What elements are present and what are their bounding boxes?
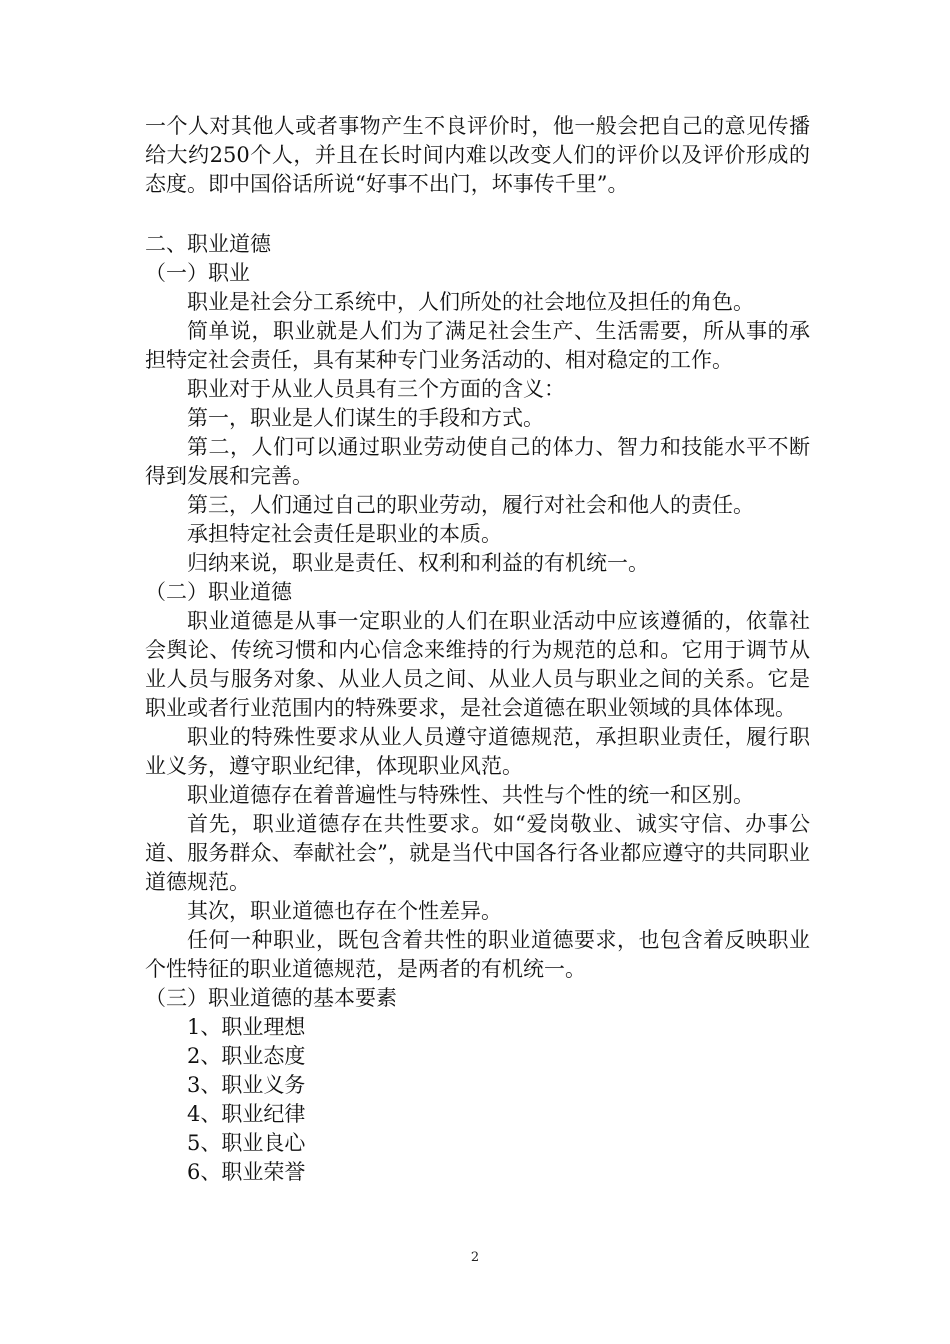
section-heading: 二、职业道德: [145, 232, 271, 256]
paragraph: 第一，职业是人们谋生的手段和方式。: [187, 406, 544, 430]
document-body: [145, 112, 810, 1187]
subsection-heading-3: （三）职业道德的基本要素: [145, 986, 397, 1010]
subsection-heading-1: （一）职业: [145, 261, 250, 285]
page-number: 2: [470, 1250, 480, 1265]
paragraph: 职业对于从业人员具有三个方面的含义：: [187, 377, 565, 401]
paragraph: 任何一种职业，既包含着共性的职业道德要求，也包含着反映职业个性特征的职业道德规范，是两者的有机统一。: [145, 928, 810, 981]
paragraph: 归纳来说，职业是责任、权利和利益的有机统一。: [187, 551, 649, 575]
subsection-heading-2: （二）职业道德: [145, 580, 292, 604]
paragraph: 承担特定社会责任是职业的本质。: [187, 522, 502, 546]
list-item: 1、职业理想: [187, 1015, 306, 1039]
paragraph: 第三，人们通过自己的职业劳动，履行对社会和他人的责任。: [187, 493, 754, 517]
paragraph: 简单说，职业就是人们为了满足社会生产、生活需要，所从事的承担特定社会责任，具有某种专门业务活动的、相对稳定的工作。: [145, 319, 810, 372]
paragraph: 职业是社会分工系统中，人们所处的社会地位及担任的角色。: [187, 290, 754, 314]
list-item: 5、职业良心: [187, 1131, 306, 1155]
list-item: 4、职业纪律: [187, 1102, 306, 1126]
paragraph-gap: [145, 199, 810, 230]
paragraph: 职业道德是从事一定职业的人们在职业活动中应该遵循的，依靠社会舆论、传统习惯和内心信念来维持的行为规范的总和。它用于调节从业人员与服务对象、从业人员之间、从业人员与职业之间的关系。它是职业或者行业范围内的特殊要求，是社会道德在职业领域的具体体现。: [145, 609, 810, 720]
list-item: 3、职业义务: [187, 1073, 306, 1097]
paragraph: 第二，人们可以通过职业劳动使自己的体力、智力和技能水平不断得到发展和完善。: [145, 435, 810, 488]
paragraph: 首先，职业道德存在共性要求。如“爱岗敬业、诚实守信、办事公道、服务群众、奉献社会”，就是当代中国各行各业都应遵守的共同职业道德规范。: [145, 812, 810, 894]
paragraph: 职业道德存在着普遍性与特殊性、共性与个性的统一和区别。: [187, 783, 754, 807]
paragraph: 职业的特殊性要求从业人员遵守道德规范，承担职业责任，履行职业义务，遵守职业纪律，体现职业风范。: [145, 725, 810, 778]
paragraph: 其次，职业道德也存在个性差异。: [187, 899, 502, 923]
list-item: 6、职业荣誉: [187, 1160, 306, 1184]
intro-paragraph: 一个人对其他人或者事物产生不良评价时，他一般会把自己的意见传播给大约250个人，并且在长时间内难以改变人们的评价以及评价形成的态度。即中国俗话所说“好事不出门，坏事传千里”。: [145, 114, 810, 196]
list-item: 2、职业态度: [187, 1044, 306, 1068]
